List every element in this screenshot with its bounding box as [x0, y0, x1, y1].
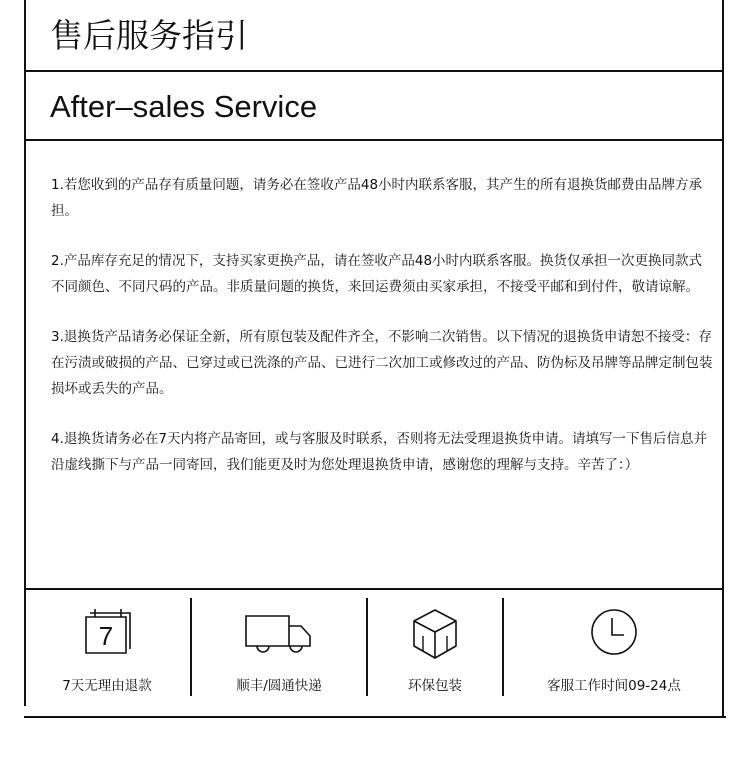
page-title-chinese: 售后服务指引 — [50, 16, 248, 55]
policy-paragraph-1: 1.若您收到的产品存有质量问题，请务必在签收产品48小时内联系客服，其产生的所有退换货邮费由品牌方承担。 — [51, 177, 703, 219]
frame-bottom-border — [24, 716, 726, 718]
service-guide-card — [24, 0, 724, 718]
feature-label-service-hours: 客服工作时间09-24点 — [547, 678, 681, 694]
service-features — [24, 592, 724, 702]
feature-packaging — [368, 592, 502, 702]
subtitle-divider — [24, 139, 724, 141]
features-divider — [24, 588, 724, 590]
page-title-english: After–sales Service — [50, 89, 318, 124]
policy-text — [51, 172, 713, 502]
policy-paragraph-3: 3.退换货产品请务必保证全新，所有原包装及配件齐全，不影响二次销售。以下情况的退换货申请恕不接受：存在污渍或破损的产品、已穿过或已洗涤的产品、已进行二次加工或修改过的产品、防伪标及吊牌等品牌定制包装损坏或丢失的产品。 — [51, 329, 713, 397]
delivery-truck-icon — [243, 606, 315, 662]
calendar-7-icon — [81, 606, 133, 662]
package-box-icon — [409, 606, 461, 666]
feature-label-refund: 7天无理由退款 — [62, 678, 152, 694]
policy-paragraph-2: 2.产品库存充足的情况下，支持买家更换产品，请在签收产品48小时内联系客服。换货仅承担一次更换同款式不同颜色、不同尺码的产品。非质量问题的换货，来回运费须由买家承担，不接受平邮和到付件，敬请谅解。 — [51, 253, 703, 295]
feature-label-shipping: 顺丰/圆通快递 — [236, 678, 322, 694]
policy-paragraph-4: 4.退换货请务必在7天内将产品寄回，或与客服及时联系，否则将无法受理退换货申请。请填写一下售后信息并沿虚线撕下与产品一同寄回，我们能更及时为您处理退换货申请，感谢您的理解与支持。辛苦了：） — [51, 431, 707, 473]
feature-refund — [24, 592, 190, 702]
title-divider — [24, 70, 724, 72]
clock-icon — [588, 606, 640, 662]
feature-label-packaging: 环保包装 — [408, 678, 462, 694]
feature-service-hours — [504, 592, 724, 702]
feature-shipping — [192, 592, 366, 702]
calendar-day-number: 7 — [98, 621, 114, 651]
